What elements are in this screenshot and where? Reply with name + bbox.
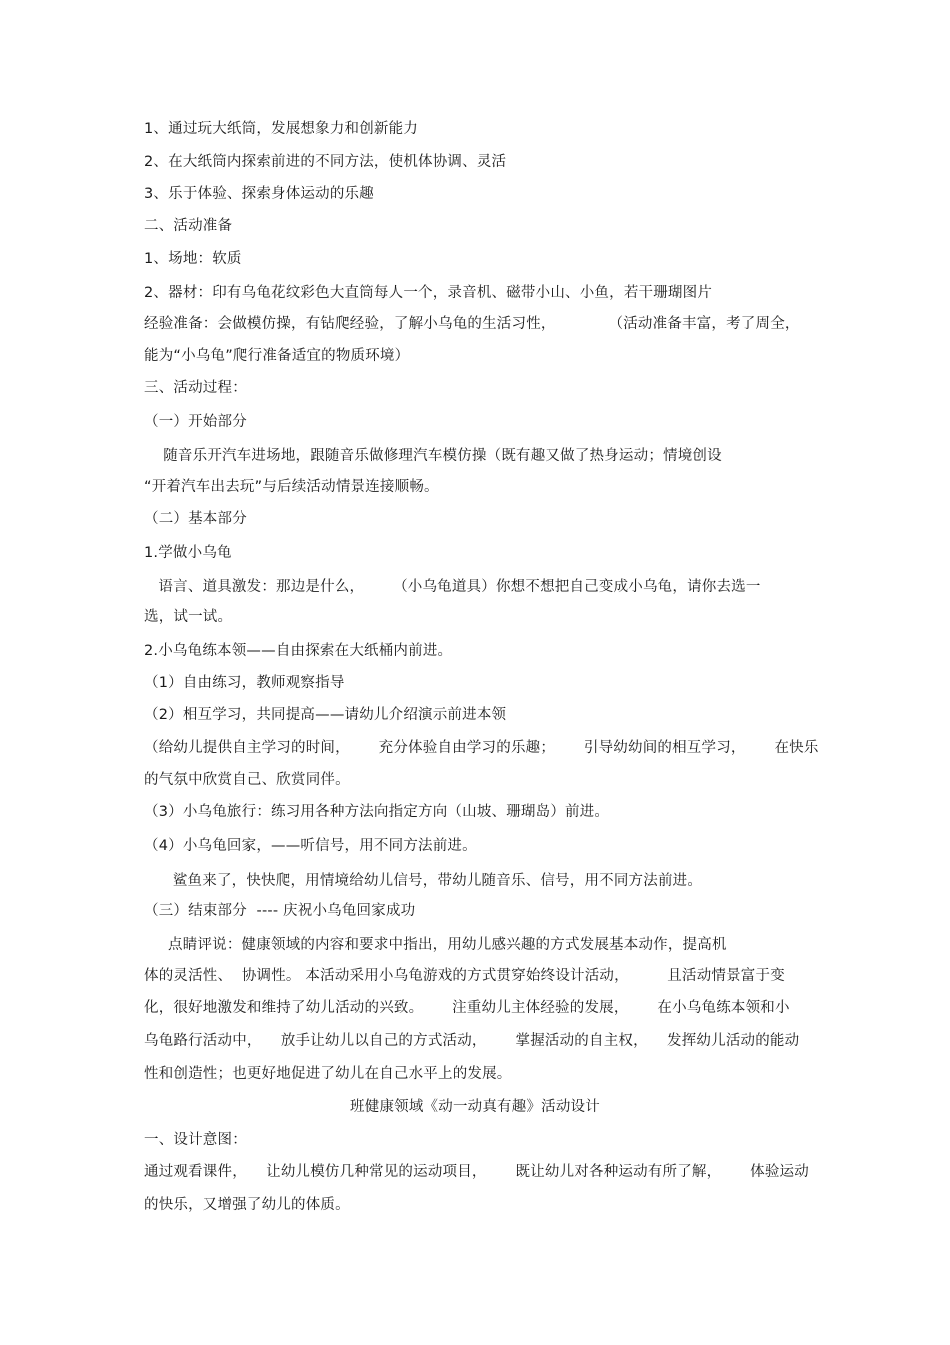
step2-item-1: （1）自由练习，教师观察指导 (144, 675, 345, 691)
objective-line-3: 3、乐于体验、探索身体运动的乐趣 (144, 186, 374, 202)
design-intent-line-1: 通过观看课件， 让幼儿模仿几种常见的运动项目， 既让幼儿对各种运动有所了解， 体验运动 (144, 1164, 809, 1180)
start-paragraph-line-2: “开着汽车出去玩”与后续活动情景连接顺畅。 (144, 479, 439, 495)
section-heading-preparation: 二、活动准备 (144, 218, 233, 234)
step2-note-line-1: （给幼儿提供自主学习的时间， 充分体验自由学习的乐趣； 引导幼幼间的相互学习， 在快乐 (144, 740, 819, 756)
start-paragraph-line-1: 随音乐开汽车进场地，跟随音乐做修理汽车模仿操（既有趣又做了热身运动；情境创设 (144, 448, 722, 464)
step-heading-1: 1.学做小乌龟 (144, 545, 232, 561)
step1-paragraph-line-2: 选，试一试。 (144, 609, 233, 625)
subsection-heading-end: （三）结束部分 ---- 庆祝小乌龟回家成功 (144, 903, 416, 919)
commentary-line-4: 乌龟路行活动中， 放手让幼儿以自己的方式活动， 掌握活动的自主权， 发挥幼儿活动的能动 (144, 1033, 800, 1049)
section-heading-design-intent: 一、设计意图： (144, 1132, 247, 1148)
subsection-heading-basic: （二）基本部分 (144, 511, 247, 527)
prep-experience-line-cont: 能为“小乌龟”爬行准备适宜的物质环境） (144, 348, 410, 364)
objective-line-2: 2、在大纸筒内探索前进的不同方法，使机体协调、灵活 (144, 154, 507, 170)
step-heading-2: 2.小乌龟练本领——自由探索在大纸桶内前进。 (144, 643, 453, 659)
prep-equipment-line: 2、器材：印有乌龟花纹彩色大直筒每人一个，录音机、磁带小山、小鱼，若干珊瑚图片 (144, 285, 713, 301)
prep-experience-line: 经验准备：会做模仿操，有钻爬经验，了解小乌龟的生活习性， （活动准备丰富，考了周全， (144, 316, 800, 332)
commentary-line-3: 化，很好地激发和维持了幼儿活动的兴致。 注重幼儿主体经验的发展， 在小乌龟练本领和小 (144, 1000, 790, 1016)
commentary-line-1: 点睛评说：健康领域的内容和要求中指出，用幼儿感兴趣的方式发展基本动作，提高机 (144, 937, 727, 953)
step2-item-4-detail: 鲨鱼来了，快快爬，用情境给幼儿信号，带幼儿随音乐、信号，用不同方法前进。 (144, 873, 703, 889)
subsection-heading-start: （一）开始部分 (144, 414, 247, 430)
step2-note-line-2: 的气氛中欣赏自己、欣赏同伴。 (144, 772, 350, 788)
objective-line-1: 1、通过玩大纸筒，发展想象力和创新能力 (144, 121, 419, 137)
step2-item-4: （4）小乌龟回家，——听信号，用不同方法前进。 (144, 838, 477, 854)
step2-item-3: （3）小乌龟旅行：练习用各种方法向指定方向（山坡、珊瑚岛）前进。 (144, 804, 610, 820)
section-heading-process: 三、活动过程： (144, 380, 247, 396)
prep-venue-line: 1、场地：软质 (144, 251, 242, 267)
step2-item-2: （2）相互学习，共同提高——请幼儿介绍演示前进本领 (144, 707, 507, 723)
design-intent-line-2: 的快乐，又增强了幼儿的体质。 (144, 1197, 350, 1213)
step1-paragraph-line-1: 语言、道具激发：那边是什么， （小乌龟道具）你想不想把自己变成小乌龟，请你去选一 (144, 579, 761, 595)
document-title: 班健康领域《动一动真有趣》活动设计 (350, 1099, 600, 1115)
commentary-line-5: 性和创造性；也更好地促进了幼儿在自己水平上的发展。 (144, 1066, 512, 1082)
commentary-line-2: 体的灵活性、 协调性。 本活动采用小乌龟游戏的方式贯穿始终设计活动， 且活动情景富于变 (144, 968, 785, 984)
